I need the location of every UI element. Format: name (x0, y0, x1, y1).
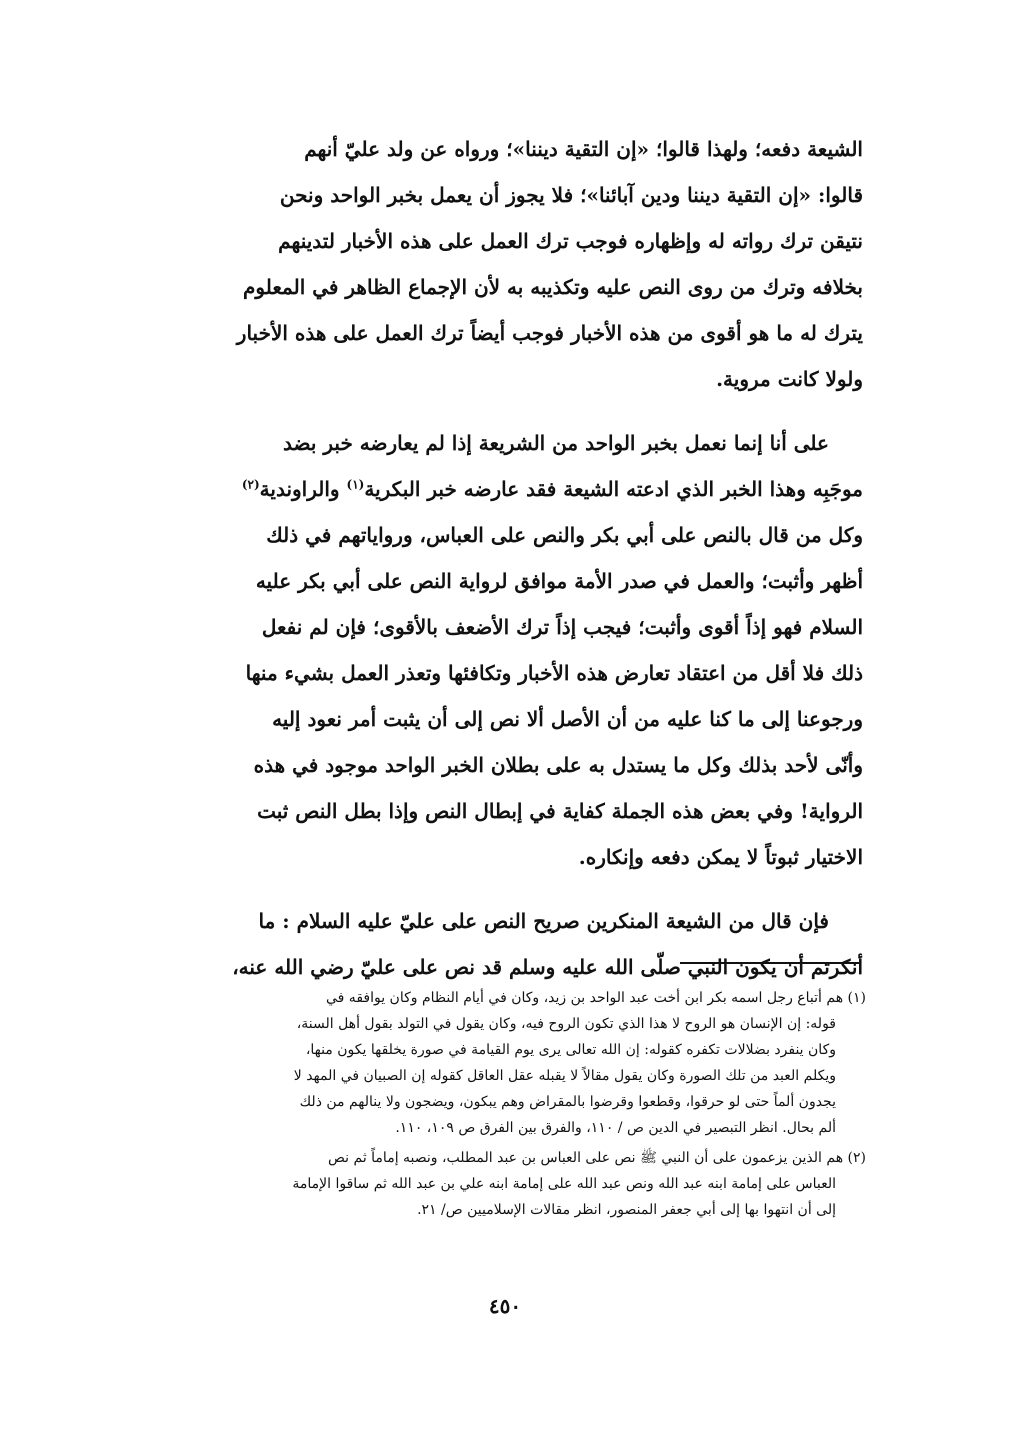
page-number: ٤٥٠ (488, 1294, 522, 1318)
text-line: يترك له ما هو أقوى من هذه الأخبار فوجب أيضاً ترك العمل على هذه الأخبار (236, 321, 863, 345)
text-line: نتيقن ترك رواته له وإظهاره فوجب ترك العمل على هذه الأخبار لتدينهم (278, 229, 863, 253)
text-line: فإن قال من الشيعة المنكرين صريح النص على عليّ عليه السلام : ما (258, 909, 829, 933)
text-line: أظهر وأثبت؛ والعمل في صدر الأمة موافق لرواية النص على أبي بكر عليه (255, 569, 863, 593)
footnote-separator (680, 962, 860, 964)
footnote-1 (160, 985, 866, 1141)
footnote-line: ويكلم العبد من تلك الصورة وكان يقول مقالاً لا يقبله عقل العاقل كقوله إن الصبيان في المهد لا (293, 1068, 836, 1084)
text-segment: والراوندية (259, 477, 347, 501)
text-line-with-footnote-refs (165, 466, 863, 512)
footnote-line: (٢) هم الذين يزعمون على أن النبي ﷺ نص على العباس بن عبد المطلب، ونصبه إماماً ثم نص (328, 1150, 866, 1166)
text-segment: موجَبِه وهذا الخبر الذي ادعته الشيعة فقد عارضه خبر البكرية (364, 477, 863, 501)
text-line: وأنّى لأحد بذلك وكل ما يستدل به على بطلان الخبر الواحد موجود في هذه (253, 753, 863, 777)
text-line: الاختيار ثبوتاً لا يمكن دفعه وإنكاره. (578, 845, 863, 869)
footnote-ref-1[interactable]: (١) (346, 477, 365, 492)
text-line: الرواية! وفي بعض هذه الجملة كفاية في إبطال النص وإذا بطل النص ثبت (257, 799, 863, 823)
text-line: أنكرتم أن يكون النبي صلّى الله عليه وسلم قد نص على عليّ رضي الله عنه، (232, 955, 863, 979)
footnote-2 (160, 1145, 866, 1223)
footnotes (160, 985, 866, 1223)
paragraph-3 (165, 898, 863, 990)
text-line: ورجوعنا إلى ما كنا عليه من أن الأصل ألا نص إلى أن يثبت أمر نعود إليه (272, 707, 863, 731)
footnote-line: وكان ينفرد بضلالات تكفره كقوله: إن الله تعالى يرى يوم القيامة في صورة يخلقها يكون منها، (305, 1042, 836, 1058)
footnote-line: إلى أن انتهوا بها إلى أبي جعفر المنصور، انظر مقالات الإسلاميين ص/ ٢١. (417, 1202, 836, 1218)
text-line: على أنا إنما نعمل بخبر الواحد من الشريعة إذا لم يعارضه خبر بضد (283, 431, 829, 455)
footnote-line: (١) هم أتباع رجل اسمه بكر ابن أخت عبد الواحد بن زيد، وكان في أيام النظام وكان يوافقه في (326, 990, 866, 1006)
text-line: قالوا: «إن التقية ديننا ودين آبائنا»؛ فلا يجوز أن يعمل بخبر الواحد ونحن (279, 183, 863, 207)
footnote-ref-2[interactable]: (٢) (241, 477, 260, 492)
text-line: بخلافه وترك من روى النص عليه وتكذيبه به لأن الإجماع الظاهر في المعلوم (243, 275, 863, 299)
text-line: ذلك فلا أقل من اعتقاد تعارض هذه الأخبار وتكافئها وتعذر العمل بشيء منها (245, 661, 863, 685)
paragraph-2 (165, 420, 863, 880)
footnote-line: يجدون ألماً حتى لو حرقوا، وقطعوا وقرضوا بالمقراض وهم يبكون، ويضجون ولا ينالهم من ذلك (299, 1094, 836, 1110)
footnote-line: ألم بحال. انظر التبصير في الدين ص / ١١٠، والفرق بين الفرق ص ١٠٩، ١١٠. (395, 1120, 836, 1136)
footnote-line: قوله: إن الإنسان هو الروح لا هذا الذي تكون الروح فيه، وكان يقول في التولد بقول أهل السنة، (296, 1016, 836, 1032)
paragraph-1 (165, 126, 863, 402)
main-text (165, 126, 863, 990)
text-line: الشيعة دفعه؛ ولهذا قالوا؛ «إن التقية ديننا»؛ ورواه عن ولد عليّ أنهم (304, 137, 863, 161)
text-line: وكل من قال بالنص على أبي بكر والنص على العباس، ورواياتهم في ذلك (266, 523, 863, 547)
text-line: ولولا كانت مروية. (716, 367, 863, 391)
footnote-line: العباس على إمامة ابنه عبد الله ونص عبد الله على إمامة ابنه علي بن عبد الله ثم ساقوا الإمامة (292, 1176, 836, 1192)
text-line: السلام فهو إذاً أقوى وأثبت؛ فيجب إذاً ترك الأضعف بالأقوى؛ فإن لم نفعل (261, 615, 863, 639)
